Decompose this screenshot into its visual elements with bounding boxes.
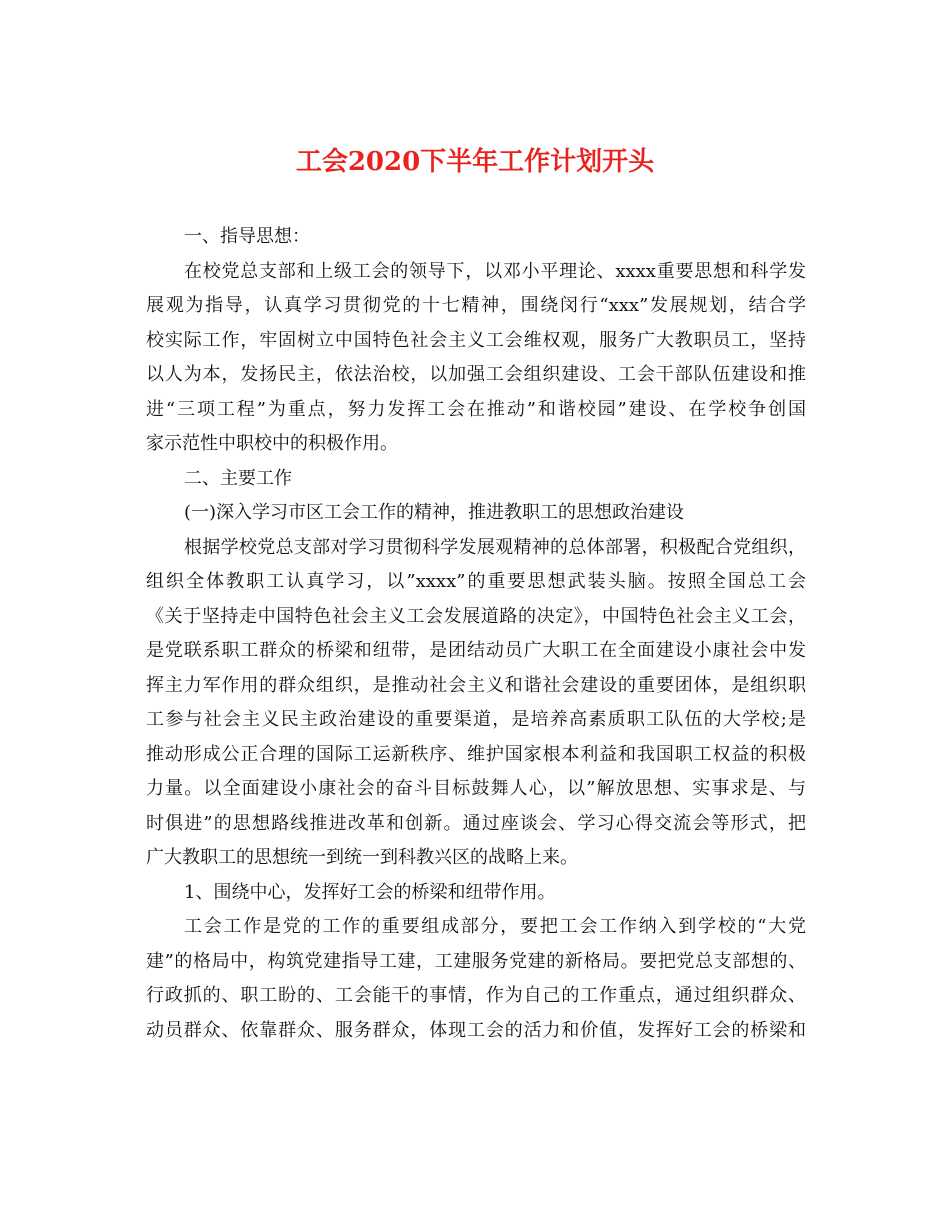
paragraph-line: 挥主力军作用的群众组织，是推动社会主义和谐社会建设的重要团体，是组织职	[146, 674, 806, 696]
paragraph-line: 工会工作是党的工作的重要组成部分，要把工会工作纳入到学校的“大党	[184, 916, 806, 937]
paragraph-line: 校实际工作，牢固树立中国特色社会主义工会维权观，服务广大教职员工，坚持	[146, 329, 806, 351]
paragraph-line: 展观为指导，认真学习贯彻党的十七精神，围绕闵行“xxx”发展规划，结合学	[146, 295, 806, 316]
paragraph-line: 工参与社会主义民主政治建设的重要渠道，是培养高素质职工队伍的大学校;是	[146, 709, 806, 730]
paragraph-line: 时俱进”的思想路线推进改革和创新。通过座谈会、学习心得交流会等形式，把	[146, 812, 806, 834]
paragraph-line: 《关于坚持走中国特色社会主义工会发展道路的决定》，中国特色社会主义工会，	[146, 605, 806, 627]
paragraph-line: 1、围绕中心，发挥好工会的桥梁和纽带作用。	[184, 881, 556, 903]
paragraph-line: 家示范性中职校中的积极作用。	[146, 433, 398, 454]
paragraph-line: 建”的格局中，构筑党建指导工建，工建服务党建的新格局。要把党总支部想的、	[146, 950, 806, 972]
document-title: 工会2020下半年工作计划开头	[295, 147, 655, 177]
paragraph-line: 一、指导思想：	[184, 226, 310, 247]
paragraph-line: 组织全体教职工认真学习，以”xxxx”的重要思想武装头脑。按照全国总工会	[146, 571, 806, 592]
document-body	[146, 220, 806, 1048]
paragraph-line: 在校党总支部和上级工会的领导下，以邓小平理论、xxxx重要思想和科学发	[184, 260, 806, 282]
paragraph-line: 行政抓的、职工盼的、工会能干的事情，作为自己的工作重点，通过组织群众、	[146, 985, 806, 1006]
paragraph-line: 进“三项工程”为重点，努力发挥工会在推动”和谐校园”建设、在学校争创国	[146, 398, 806, 420]
paragraph-line: 二、主要工作	[184, 467, 292, 489]
paragraph-line: 力量。以全面建设小康社会的奋斗目标鼓舞人心，以”解放思想、实事求是、与	[146, 778, 806, 799]
paragraph-line: 广大教职工的思想统一到统一到科教兴区的战略上来。	[146, 847, 578, 868]
paragraph-line: 以人为本，发扬民主，依法治校，以加强工会组织建设、工会干部队伍建设和推	[146, 364, 806, 385]
paragraph-line: 动员群众、依靠群众、服务群众，体现工会的活力和价值，发挥好工会的桥梁和	[146, 1019, 806, 1041]
paragraph-line: 推动形成公正合理的国际工运新秩序、维护国家根本利益和我国职工权益的积极	[146, 743, 806, 765]
paragraph-line: 根据学校党总支部对学习贯彻科学发展观精神的总体部署，积极配合党组织，	[184, 536, 806, 558]
paragraph-line: (一)深入学习市区工会工作的精神，推进教职工的思想政治建设	[184, 502, 685, 523]
paragraph-line: 是党联系职工群众的桥梁和纽带，是团结动员广大职工在全面建设小康社会中发	[146, 640, 806, 661]
